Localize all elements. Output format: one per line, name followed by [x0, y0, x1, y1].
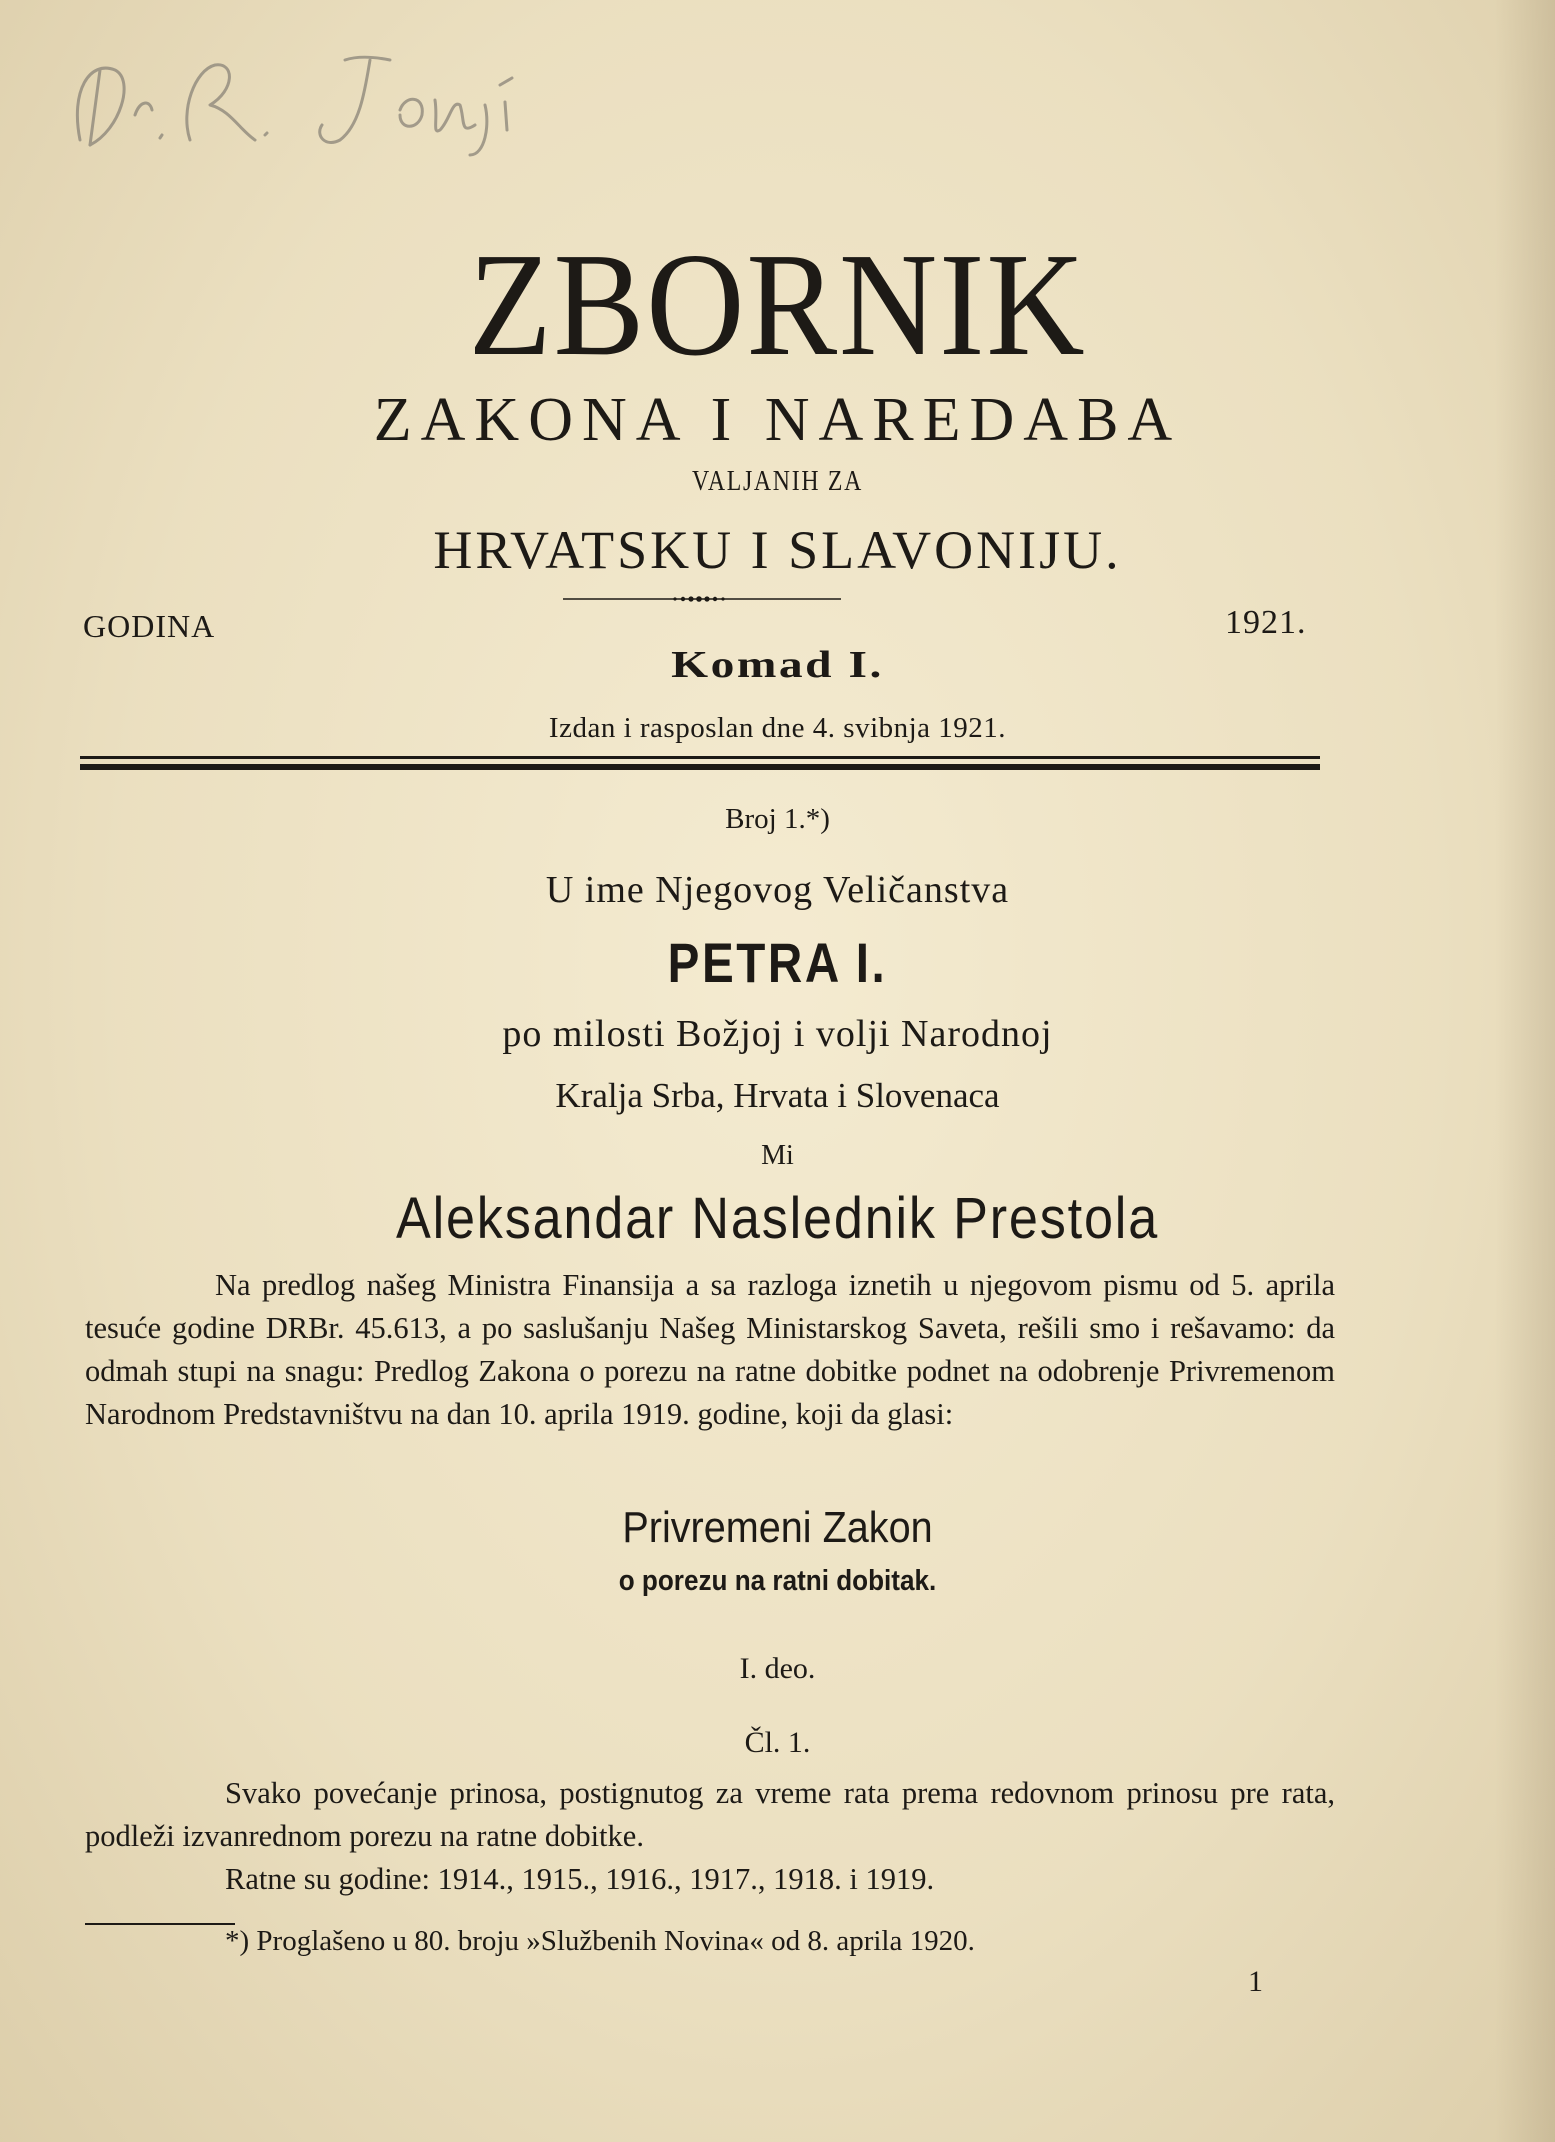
handwritten-signature [60, 30, 530, 160]
article-paragraph-2: Ratne su godine: 1914., 1915., 1916., 1917., 1918. i 1919. [225, 1862, 935, 1896]
subtitle-laws: ZAKONA I NAREDABA [373, 386, 1182, 454]
footnote-rule [85, 1923, 235, 1925]
kingdom-name: Kralja Srba, Hrvata i Slovenaca [555, 1076, 1000, 1115]
king-name: PETRA I. [667, 931, 888, 994]
subtitle-region: HRVATSKU I SLAVONIJU. [433, 520, 1122, 580]
document-title: ZBORNIK [468, 223, 1087, 387]
decree-number: Broj 1.*) [725, 803, 830, 835]
regent-name: Aleksandar Naslednik Prestola [395, 1186, 1160, 1251]
preamble-paragraph: Na predlog našeg Ministra Finansija a sa razloga iznetih u njegovom pismu od 5. aprila tesuće godine DRBr. 45.613, a po saslušanju Našeg Ministarskog Saveta, rešili smo i rešavamo: da odmah stupi na snagu: Predlog Zakona o porezu na ratne dobitke podnet na odobrenje Privremenom Narodnom Predstavništvu na dan 10. aprila 1919. godine, koji da glasi: [85, 1268, 1335, 1431]
by-grace: po milosti Božjoj i volji Narodnoj [502, 1013, 1053, 1055]
law-subtitle: o porezu na ratni dobitak. [618, 1565, 937, 1597]
header-rule-thin [80, 756, 1320, 759]
year-label: GODINA [83, 608, 216, 644]
article-paragraph-1: Svako povećanje prinosa, postignutog za vreme rata prema redovnom prinosu pre rata, podleži izvanrednom porezu na ratne dobitke. [85, 1776, 1335, 1853]
decree-we: Mi [761, 1140, 794, 1171]
footnote-text: *) Proglašeno u 80. broju »Službenih Novina« od 8. aprila 1920. [225, 1925, 975, 1957]
law-part-heading: I. deo. [739, 1652, 816, 1685]
decree-in-name: U ime Njegovog Veličanstva [545, 869, 1010, 911]
issue-date: Izdan i rasposlan dne 4. svibnja 1921. [548, 712, 1007, 744]
law-title: Privremeni Zakon [622, 1503, 933, 1552]
subtitle-valid-for: VALJANIH ZA [692, 466, 863, 497]
issue-part: Komad I. [671, 644, 884, 686]
ornament-divider [563, 596, 841, 602]
page-number: 1 [1248, 1965, 1263, 1998]
page-edge-shadow [1495, 0, 1555, 2142]
year-value: 1921. [1225, 604, 1307, 641]
header-rule-thick [80, 764, 1320, 770]
article-heading: Čl. 1. [744, 1726, 811, 1759]
